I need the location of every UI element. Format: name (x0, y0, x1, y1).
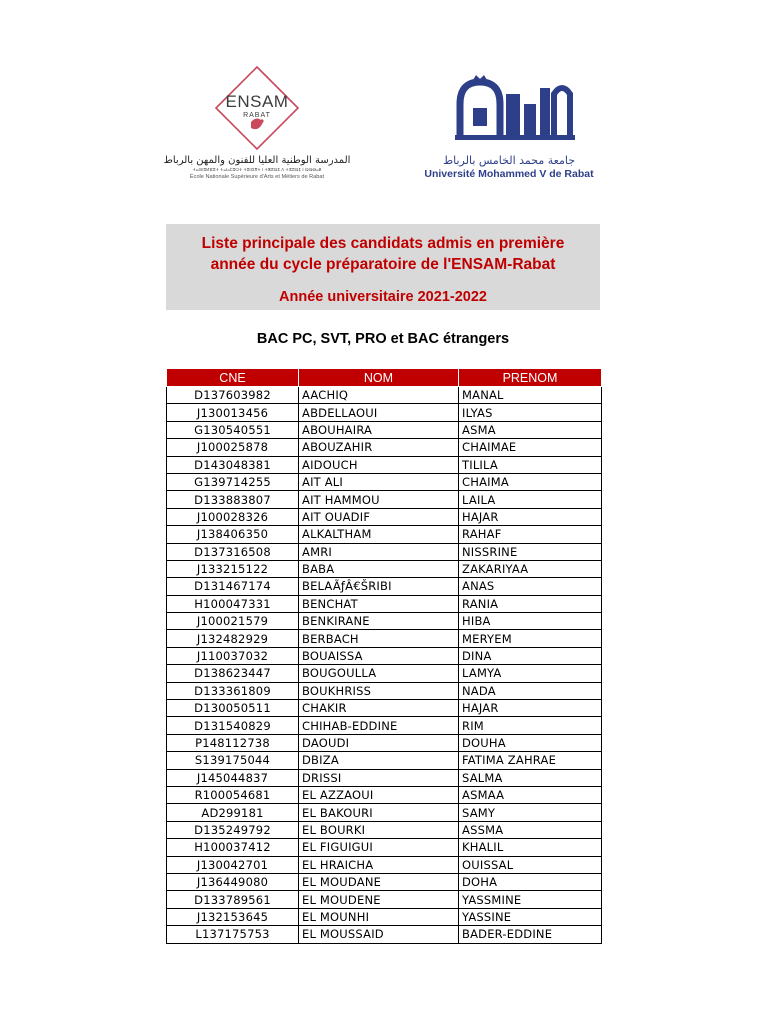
cell-prenom: ILYAS (459, 404, 602, 421)
cell-nom: BELAÃƒÂ€ŠRIBI (299, 578, 459, 595)
table-row (167, 769, 602, 786)
cell-prenom: DOHA (459, 873, 602, 890)
document-title (166, 233, 600, 275)
cell-cne: S139175044 (167, 752, 299, 769)
cell-nom: AIDOUCH (299, 456, 459, 473)
cell-nom: CHIHAB-EDDINE (299, 717, 459, 734)
cell-prenom: MERYEM (459, 630, 602, 647)
cell-cne: D133361809 (167, 682, 299, 699)
cell-nom: EL MOUNHI (299, 908, 459, 925)
cell-nom: BABA (299, 560, 459, 577)
umv-arabic-name: جامعة محمد الخامس بالرباط (442, 154, 576, 167)
cell-nom: AACHIQ (299, 387, 459, 404)
cell-prenom: LAILA (459, 491, 602, 508)
ensam-city: RABAT (243, 112, 271, 119)
cell-prenom: YASSMINE (459, 891, 602, 908)
cell-cne: AD299181 (167, 804, 299, 821)
table-row (167, 873, 602, 890)
cell-cne: D137603982 (167, 387, 299, 404)
cell-prenom: KHALIL (459, 839, 602, 856)
title-line-1: Liste principale des candidats admis en première (201, 235, 565, 252)
table-row (167, 473, 602, 490)
cell-nom: ABDELLAOUI (299, 404, 459, 421)
ensam-name: ENSAM (225, 92, 289, 111)
header-nom: NOM (299, 369, 459, 387)
ensam-arabic-name: المدرسة الوطنية العليا للفنون والمهن بالرباط (164, 155, 350, 166)
cell-cne: J130042701 (167, 856, 299, 873)
cell-nom: EL BOURKI (299, 821, 459, 838)
cell-cne: D143048381 (167, 456, 299, 473)
table-row (167, 891, 602, 908)
table-row (167, 856, 602, 873)
table-row (167, 786, 602, 803)
header-cne: CNE (167, 369, 299, 387)
cell-prenom: ANAS (459, 578, 602, 595)
cell-prenom: CHAIMA (459, 473, 602, 490)
cell-cne: D130050511 (167, 700, 299, 717)
table-row (167, 717, 602, 734)
cell-cne: D131540829 (167, 717, 299, 734)
cell-prenom: DOUHA (459, 734, 602, 751)
cell-nom: DAOUDI (299, 734, 459, 751)
cell-nom: EL HRAICHA (299, 856, 459, 873)
table-row (167, 821, 602, 838)
cell-nom: DRISSI (299, 769, 459, 786)
table-row (167, 665, 602, 682)
cell-nom: EL MOUDENE (299, 891, 459, 908)
cell-prenom: MANAL (459, 387, 602, 404)
table-row (167, 578, 602, 595)
cell-cne: J133215122 (167, 560, 299, 577)
table-body (167, 387, 602, 944)
cell-prenom: RIM (459, 717, 602, 734)
cell-prenom: CHAIMAE (459, 439, 602, 456)
table-row (167, 630, 602, 647)
table-header-row (167, 369, 602, 387)
cell-nom: AMRI (299, 543, 459, 560)
cell-nom: BOUAISSA (299, 647, 459, 664)
candidates-table (166, 368, 602, 944)
cell-prenom: NADA (459, 682, 602, 699)
table-row (167, 839, 602, 856)
table-row (167, 560, 602, 577)
umv-logo (415, 72, 595, 184)
cell-prenom: ASSMA (459, 821, 602, 838)
cell-prenom: RAHAF (459, 526, 602, 543)
cell-nom: AIT ALI (299, 473, 459, 490)
table-row (167, 595, 602, 612)
cell-prenom: ASMA (459, 421, 602, 438)
cell-prenom: ZAKARIYAA (459, 560, 602, 577)
cell-cne: P148112738 (167, 734, 299, 751)
cell-nom: ALKALTHAM (299, 526, 459, 543)
cell-prenom: SAMY (459, 804, 602, 821)
ensam-logo (164, 64, 350, 186)
cell-nom: EL MOUSSAID (299, 926, 459, 943)
cell-nom: AIT OUADIF (299, 508, 459, 525)
umv-french-name: Université Mohammed V de Rabat (424, 168, 594, 180)
title-banner (166, 224, 600, 310)
cell-prenom: RANIA (459, 595, 602, 612)
table-row (167, 439, 602, 456)
cell-nom: BOUKHRISS (299, 682, 459, 699)
cell-nom: BENCHAT (299, 595, 459, 612)
cell-nom: CHAKIR (299, 700, 459, 717)
ensam-french-name: École Nationale Supérieure d'Arts et Métiers de Rabat (189, 174, 325, 180)
cell-prenom: NISSRINE (459, 543, 602, 560)
cell-cne: J136449080 (167, 873, 299, 890)
table-row (167, 387, 602, 404)
cell-nom: BERBACH (299, 630, 459, 647)
cell-nom: ABOUHAIRA (299, 421, 459, 438)
cell-prenom: OUISSAL (459, 856, 602, 873)
table-row (167, 752, 602, 769)
cell-prenom: YASSINE (459, 908, 602, 925)
cell-nom: ABOUZAHIR (299, 439, 459, 456)
cell-cne: D135249792 (167, 821, 299, 838)
cell-prenom: FATIMA ZAHRAE (459, 752, 602, 769)
cell-nom: BOUGOULLA (299, 665, 459, 682)
cell-nom: DBIZA (299, 752, 459, 769)
cell-nom: AIT HAMMOU (299, 491, 459, 508)
table-row (167, 734, 602, 751)
cell-prenom: TILILA (459, 456, 602, 473)
academic-year: Année universitaire 2021-2022 (279, 289, 487, 305)
cell-nom: EL AZZAOUI (299, 786, 459, 803)
header-prenom: PRENOM (459, 369, 602, 387)
cell-prenom: HAJAR (459, 508, 602, 525)
cell-nom: EL BAKOURI (299, 804, 459, 821)
cell-cne: J145044837 (167, 769, 299, 786)
cell-cne: J132153645 (167, 908, 299, 925)
title-line-2: année du cycle préparatoire de l'ENSAM-Rabat (210, 256, 556, 273)
cell-prenom: HIBA (459, 613, 602, 630)
cell-cne: D138623447 (167, 665, 299, 682)
cell-cne: D131467174 (167, 578, 299, 595)
cell-prenom: LAMYA (459, 665, 602, 682)
table-row (167, 647, 602, 664)
cell-cne: J110037032 (167, 647, 299, 664)
cell-prenom: DINA (459, 647, 602, 664)
table-row (167, 682, 602, 699)
cell-cne: H100037412 (167, 839, 299, 856)
table-row (167, 456, 602, 473)
table-row (167, 700, 602, 717)
cell-cne: J100028326 (167, 508, 299, 525)
table-row (167, 491, 602, 508)
table-row (167, 804, 602, 821)
cell-cne: G139714255 (167, 473, 299, 490)
cell-cne: D133883807 (167, 491, 299, 508)
cell-cne: J138406350 (167, 526, 299, 543)
cell-prenom: ASMAA (459, 786, 602, 803)
cell-cne: J132482929 (167, 630, 299, 647)
cell-cne: D137316508 (167, 543, 299, 560)
cell-cne: H100047331 (167, 595, 299, 612)
table-row (167, 508, 602, 525)
cell-nom: BENKIRANE (299, 613, 459, 630)
table-row (167, 908, 602, 925)
cell-prenom: HAJAR (459, 700, 602, 717)
table-row (167, 613, 602, 630)
cell-prenom: SALMA (459, 769, 602, 786)
cell-cne: J130013456 (167, 404, 299, 421)
cell-nom: EL MOUDANE (299, 873, 459, 890)
cell-cne: G130540551 (167, 421, 299, 438)
table-row (167, 543, 602, 560)
ensam-tifinagh-name: ⵜⴰⵙⵏⵓⵍⴼⵓⵜ ⵜⴰⵏⴰⵎⵓⵔⵜ ⵜⵓⵏⵏⵉⴳⵜ ⵏ ⵜⵥⵓⵕⵉ ⴷ ⵜⵣⵓⵕⵉ ⵏ ⵕⵕⴱⴰⵟ (192, 167, 322, 172)
table-row (167, 404, 602, 421)
table-row (167, 526, 602, 543)
cell-cne: J100021579 (167, 613, 299, 630)
cell-cne: L137175753 (167, 926, 299, 943)
table-row (167, 421, 602, 438)
cell-cne: D133789561 (167, 891, 299, 908)
bac-category-subtitle: BAC PC, SVT, PRO et BAC étrangers (256, 331, 510, 347)
cell-cne: J100025878 (167, 439, 299, 456)
table-row (167, 926, 602, 943)
cell-nom: EL FIGUIGUI (299, 839, 459, 856)
cell-prenom: BADER-EDDINE (459, 926, 602, 943)
cell-cne: R100054681 (167, 786, 299, 803)
